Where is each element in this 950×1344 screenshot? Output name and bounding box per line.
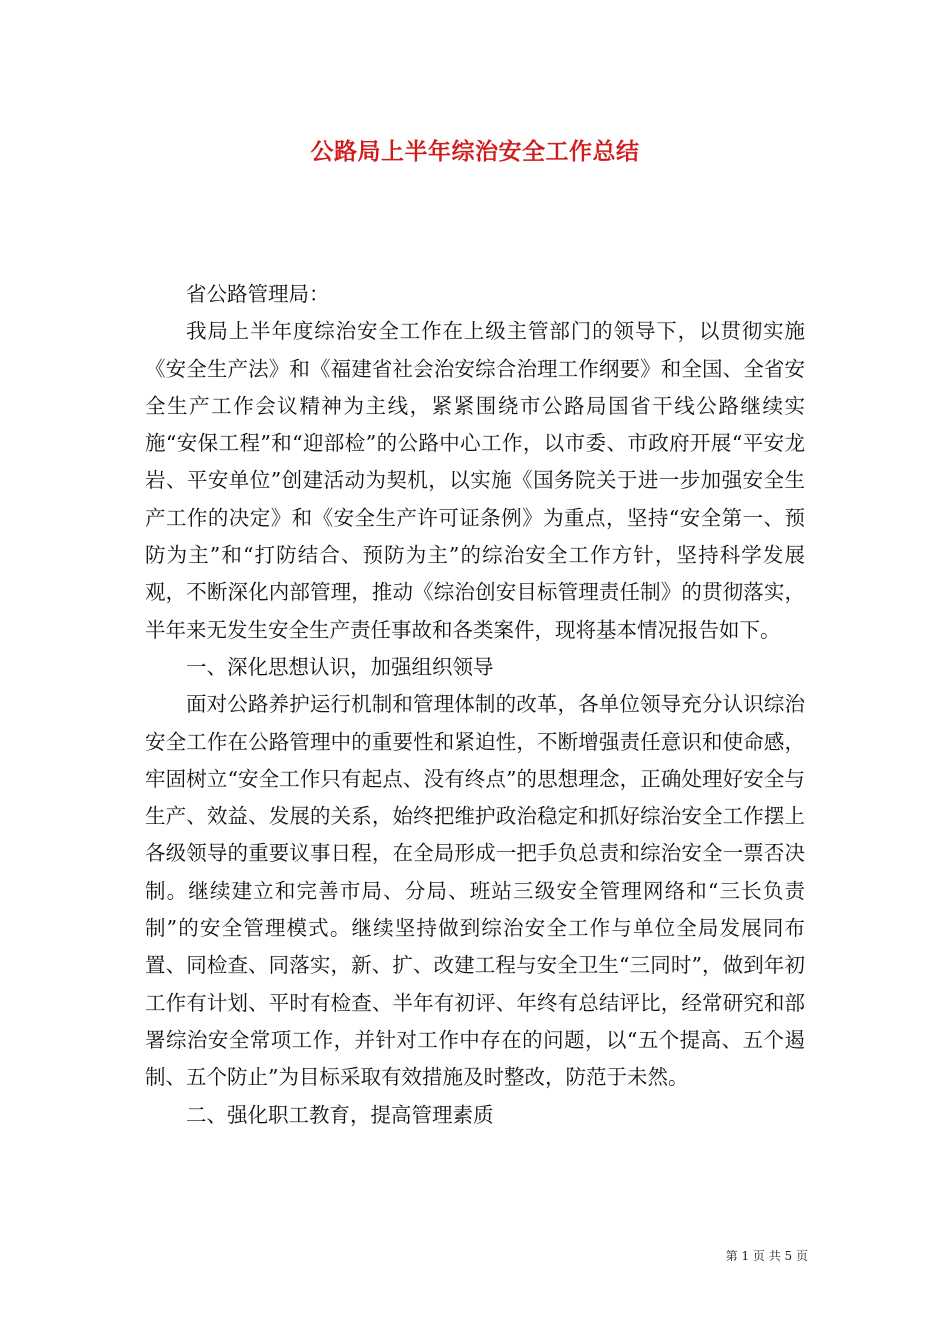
document-title: 公路局上半年综治安全工作总结 — [310, 138, 640, 165]
paragraph-section-1: 面对公路养护运行机制和管理体制的改革，各单位领导充分认识综治安全工作在公路管理中的重要性和紧迫性，不断增强责任意识和使命感，牢固树立“安全工作只有起点、没有终点”的思想理念，正确处理好安全与生产、效益、发展的关系，始终把维护政治稳定和抓好综治安全工作摆上各级领导的重要议事日程，在全局形成一把手负总责和综治安全一票否决制。继续建立和完善市局、分局、班站三级安全管理网络和“三长负责制”的安全管理模式。继续坚持做到综治安全工作与单位全局发展同布置、同检查、同落实，新、扩、改建工程与安全卫生“三同时”，做到年初工作有计划、平时有检查、半年有初评、年终有总结评比，经常研究和部署综治安全常项工作，并针对工作中存在的问题，以“五个提高、五个遏制、五个防止”为目标采取有效措施及时整改，防范于未然。 — [145, 692, 805, 1090]
paragraph-intro: 我局上半年度综治安全工作在上级主管部门的领导下，以贯彻实施《安全生产法》和《福建省社会治安综合治理工作纲要》和全国、全省安全生产工作会议精神为主线，紧紧围绕市公路局国省干线公路继续实施“安保工程”和“迎部检”的公路中心工作，以市委、市政府开展“平安龙岩、平安单位”创建活动为契机，以实施《国务院关于进一步加强安全生产工作的决定》和《安全生产许可证条例》为重点，坚持“安全第一、预防为主”和“打防结合、预防为主”的综治安全工作方针，坚持科学发展观，不断深化内部管理，推动《综治创安目标管理责任制》的贯彻落实，半年来无发生安全生产责任事故和各类案件，现将基本情况报告如下。 — [145, 319, 805, 642]
salutation: 省公路管理局： — [186, 282, 330, 306]
section-heading-1: 一、深化思想认识，加强组织领导 — [186, 654, 494, 679]
section-heading-2: 二、强化职工教育，提高管理素质 — [186, 1102, 494, 1127]
page-number: 第 1 页 共 5 页 — [725, 1249, 808, 1263]
document-body — [145, 276, 805, 1134]
